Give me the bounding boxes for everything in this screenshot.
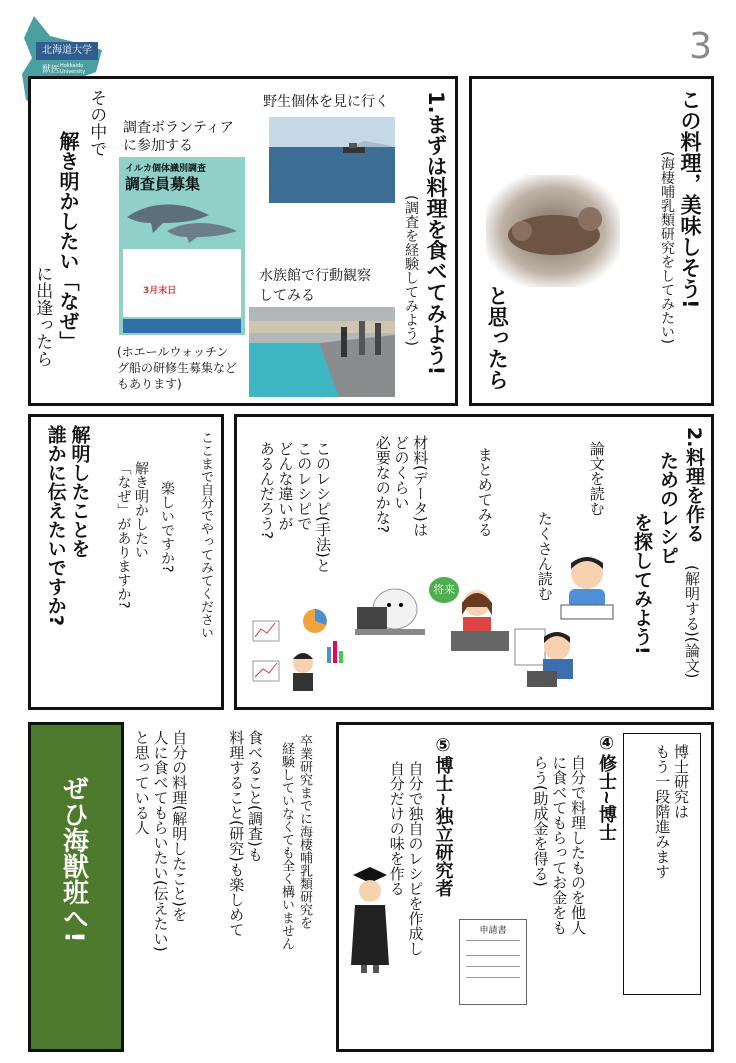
shorai-text: 将来 <box>433 583 455 596</box>
logo-sub: 獣医 <box>42 65 61 75</box>
panel3-sub: (解明する)(論文) <box>683 565 701 679</box>
aquarium-photo <box>249 307 395 397</box>
aquarium-label-2: してみる <box>259 288 315 304</box>
sea-otter-photo <box>486 175 620 287</box>
charts-icon <box>251 607 351 701</box>
volunteer-label-2: に参加する <box>123 138 193 154</box>
panel2-kaimei: 解き明かしたい「なぜ」 <box>56 131 80 351</box>
takusan-label: たくさん読む <box>535 511 554 601</box>
logo-eng: Hokkaido University <box>60 63 86 75</box>
panel1-sub: (海棲哺乳類研究をしてみたい) <box>659 151 675 344</box>
seal-laptop-icon <box>355 587 427 645</box>
panel-recipe <box>234 414 714 710</box>
panel3-title-2: ためのレシピ <box>657 451 679 565</box>
aquarium-label-1: 水族館で行動観察 <box>259 268 371 284</box>
panel2-sub: (調査を経験してみよう) <box>403 195 419 346</box>
panel-phd <box>336 722 714 1052</box>
whale-note-3: もあります) <box>117 377 182 391</box>
doctor-title: ⑤博士~独立研究者 <box>432 735 454 898</box>
form-label: 申請書 <box>479 926 507 936</box>
dolphin-survey-poster <box>119 157 245 335</box>
phd-note-box <box>623 733 701 995</box>
panel3-title-1: 2.料理を作る <box>683 427 705 543</box>
whale-note-2: グ船の研修生募集など <box>117 361 238 375</box>
panel4-l1: ここまで自分でやってみてください <box>198 431 213 639</box>
zairyo-label: 材料(データ)は どのくらい 必要なのかな? <box>373 435 430 537</box>
panel-delicious <box>469 76 714 406</box>
phd-note: 博士研究は もう一段階進みます <box>653 744 690 879</box>
graduate-icon <box>347 865 393 979</box>
application-form-icon <box>459 919 527 1005</box>
wild-label: 野生個体を見に行く <box>263 94 389 110</box>
reading-student-icon <box>557 553 617 627</box>
panel5-title: ぜひ海獣班へ! <box>58 775 89 943</box>
poster-heading: 調査員募集 <box>125 175 201 193</box>
whale-note-1: (ホエールウォッチン <box>117 345 229 359</box>
panel-join <box>28 722 326 1052</box>
panel4-l2: 楽しいですか? <box>159 481 175 573</box>
panel2-title: 1.まずは料理を食べてみよう! <box>424 91 448 376</box>
panel-eat <box>28 76 458 406</box>
page-number: 3 <box>689 26 712 67</box>
master-text: 自分で料理したものを他人 に食べてもらってお金をも らう(助成金を得る) <box>531 755 587 935</box>
green-banner <box>28 722 124 1052</box>
panel1-tail: と思ったら <box>485 285 510 390</box>
sea-photo <box>269 117 395 203</box>
panel3-title-3: を探してみよう! <box>631 513 653 655</box>
ronbun-label: 論文を読む <box>587 441 606 516</box>
volunteer-label-1: 調査ボランティア <box>123 120 234 136</box>
panel1-title: この料理，美味しそう! <box>678 89 702 309</box>
panel4-title: 解明したことを 誰かに伝えたいですか? <box>44 425 91 627</box>
tablet-girl-icon <box>447 585 513 659</box>
recipe-label: このレシピ(手法)と このレシピで どんな違いが あるんだろう? <box>257 441 332 573</box>
panel2-deau: に出逢ったら <box>32 265 53 367</box>
doctor-text: 自分で独自のレシピを作成し 自分だけの味を作る <box>387 761 425 956</box>
laptop-student-icon <box>513 627 583 695</box>
matome-label: まとめてみる <box>475 447 494 537</box>
poster-deadline: 3月末日 <box>143 286 177 296</box>
panel5-l4: 自分の料理(解明したこと)を 人に食べてもらいたい(伝えたい) と思っている人 <box>132 730 189 952</box>
panel5-l1: 卒業研究までに海棲哺乳類研究を <box>297 734 312 929</box>
panel4-l3: 解き明かしたい 「なぜ」がありますか? <box>115 461 149 609</box>
panel5-l3: 食べること(調査)も 料理すること(研究)も楽しめて <box>227 730 264 937</box>
panel-share <box>28 414 224 710</box>
master-title: ④修士~博士 <box>596 733 617 842</box>
panel2-naka: その中で <box>86 89 107 157</box>
poster-title: イルカ個体識別調査 <box>125 164 207 174</box>
logo-text: 北海道大学 <box>36 42 98 60</box>
panel5-l2: 経験していなくても全く構いません <box>279 742 294 950</box>
